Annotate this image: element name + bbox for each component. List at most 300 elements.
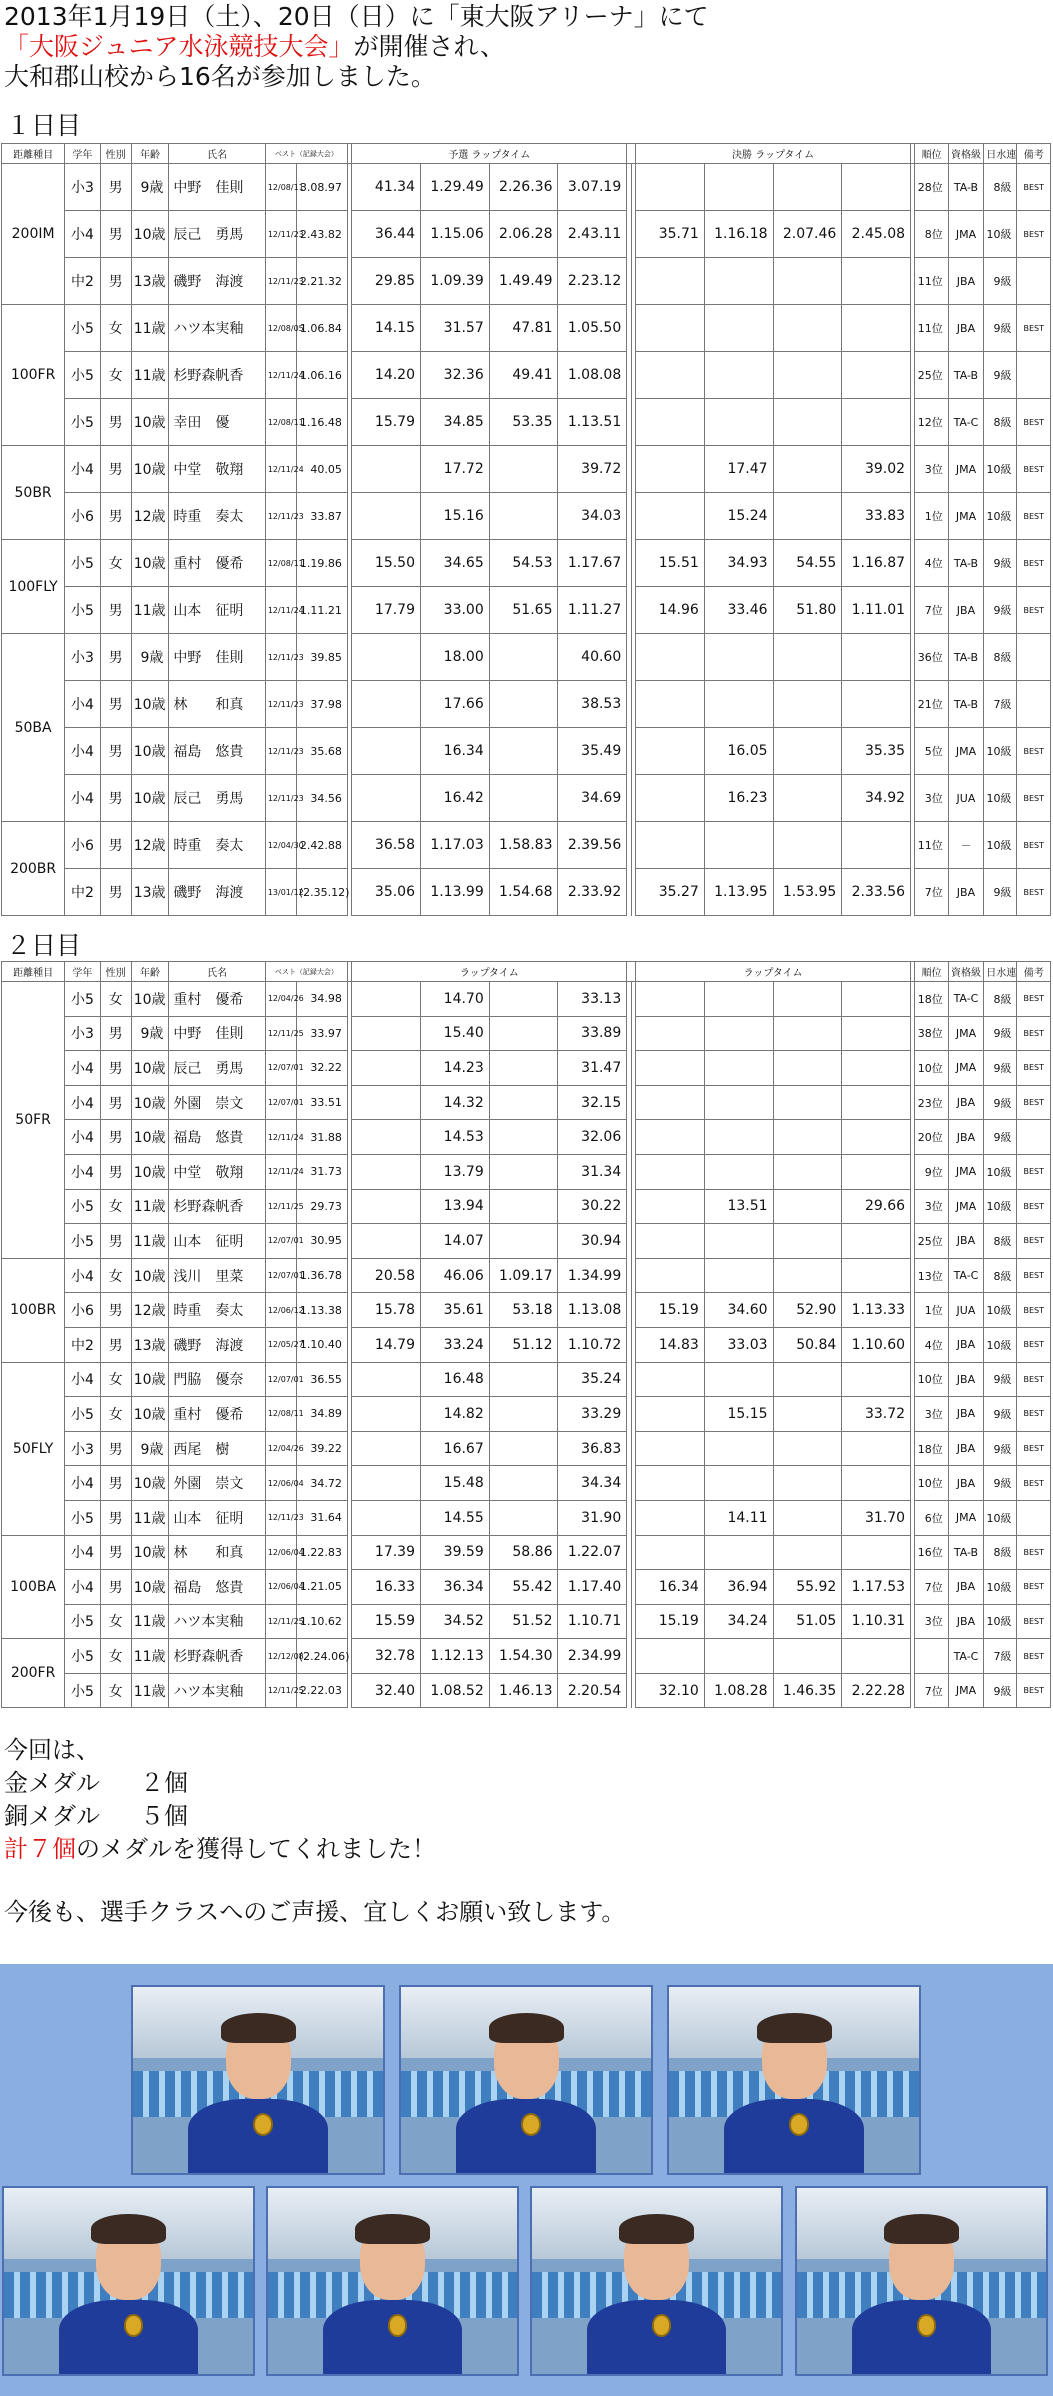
age-cell: 10歳 <box>131 1085 169 1120</box>
note-cell: BEST <box>1017 869 1051 916</box>
header-qual: 資格級 <box>948 144 983 164</box>
sex-cell: 男 <box>100 211 131 258</box>
grade-cell: 中2 <box>65 258 100 305</box>
intro-text <box>4 2 709 92</box>
prelim-lap-1 <box>352 446 421 493</box>
rank-cell: 18位 <box>915 1431 948 1466</box>
medalist-photo-5 <box>266 2186 519 2376</box>
result-row <box>2 1535 1051 1570</box>
final-lap-2 <box>704 1051 773 1086</box>
note-cell: BEST <box>1017 493 1051 540</box>
prelim-lap-4: 1.13.08 <box>558 1293 627 1328</box>
best-date: 12/04/30 <box>265 822 296 869</box>
sex-cell: 女 <box>100 1604 131 1639</box>
result-row <box>2 1570 1051 1605</box>
best-date: 12/06/04 <box>265 1535 296 1570</box>
prelim-lap-4: 40.60 <box>558 634 627 681</box>
grade-cell: 小5 <box>65 352 100 399</box>
note-cell: BEST <box>1017 982 1051 1017</box>
prelim-lap-2: 14.55 <box>421 1500 490 1535</box>
event-name: 200IM <box>2 164 65 305</box>
sex-cell: 女 <box>100 1673 131 1708</box>
prelim-lap-4: 31.90 <box>558 1500 627 1535</box>
prelim-lap-3 <box>489 982 558 1017</box>
prelim-lap-4: 30.22 <box>558 1189 627 1224</box>
age-cell: 9歳 <box>131 634 169 681</box>
note-cell: BEST <box>1017 1051 1051 1086</box>
age-cell: 11歳 <box>131 1604 169 1639</box>
qualification-cell: JBA <box>948 869 983 916</box>
rank-cell: 7位 <box>915 1570 948 1605</box>
final-lap-4 <box>842 1431 911 1466</box>
grade-cell: 小5 <box>65 587 100 634</box>
prelim-lap-4: 1.13.51 <box>558 399 627 446</box>
best-time: 2.42.88 <box>296 822 347 869</box>
note-cell: BEST <box>1017 399 1051 446</box>
final-lap-2: 36.94 <box>704 1570 773 1605</box>
prelim-lap-1 <box>352 1051 421 1086</box>
best-time: 32.22 <box>296 1051 347 1086</box>
rank-cell: 10位 <box>915 1051 948 1086</box>
level-cell: 10級 <box>984 1293 1017 1328</box>
age-cell: 10歳 <box>131 1466 169 1501</box>
medalist-photo-6 <box>530 2186 783 2376</box>
qualification-cell: JBA <box>948 1431 983 1466</box>
best-time: 37.98 <box>296 681 347 728</box>
level-cell: 8級 <box>984 1224 1017 1259</box>
final-lap-2 <box>704 1154 773 1189</box>
best-time: 1.10.62 <box>296 1604 347 1639</box>
total-count: 計７個 <box>4 1835 76 1863</box>
qualification-cell: JBA <box>948 1397 983 1432</box>
qualification-cell: TA-C <box>948 1639 983 1674</box>
header-note: 備考 <box>1017 144 1051 164</box>
prelim-lap-4: 1.08.08 <box>558 352 627 399</box>
result-row <box>2 164 1051 211</box>
sex-cell: 男 <box>100 258 131 305</box>
swimmer-name: 中野 佳則 <box>169 1016 265 1051</box>
sex-cell: 男 <box>100 587 131 634</box>
final-lap-1 <box>636 1397 705 1432</box>
note-cell <box>1017 1500 1051 1535</box>
grade-cell: 小4 <box>65 1466 100 1501</box>
swimmer-name: 山本 征明 <box>169 1224 265 1259</box>
best-date: 12/11/23 <box>265 728 296 775</box>
note-cell: BEST <box>1017 1154 1051 1189</box>
rank-cell: 8位 <box>915 211 948 258</box>
best-date: 12/11/23 <box>265 681 296 728</box>
prelim-lap-4: 32.06 <box>558 1120 627 1155</box>
level-cell: 9級 <box>984 540 1017 587</box>
age-cell: 10歳 <box>131 1362 169 1397</box>
age-cell: 10歳 <box>131 1154 169 1189</box>
rank-cell: 4位 <box>915 1327 948 1362</box>
prelim-lap-3: 2.26.36 <box>489 164 558 211</box>
level-cell: 9級 <box>984 1466 1017 1501</box>
prelim-lap-2: 34.65 <box>421 540 490 587</box>
prelim-lap-3 <box>489 1224 558 1259</box>
swimmer-name: 磯野 海渡 <box>169 869 265 916</box>
header-gap <box>627 144 636 164</box>
prelim-lap-4: 1.05.50 <box>558 305 627 352</box>
level-cell: 7級 <box>984 1639 1017 1674</box>
rank-cell: 7位 <box>915 1673 948 1708</box>
prelim-lap-1 <box>352 1224 421 1259</box>
prelim-lap-2: 13.79 <box>421 1154 490 1189</box>
final-lap-1 <box>636 681 705 728</box>
swimmer-name: 時重 奏太 <box>169 493 265 540</box>
age-cell: 10歳 <box>131 1051 169 1086</box>
final-lap-4 <box>842 634 911 681</box>
sex-cell: 男 <box>100 1466 131 1501</box>
final-lap-4: 34.92 <box>842 775 911 822</box>
qualification-cell: JBA <box>948 305 983 352</box>
prelim-lap-4: 34.69 <box>558 775 627 822</box>
best-time: 1.13.38 <box>296 1293 347 1328</box>
age-cell: 11歳 <box>131 1189 169 1224</box>
meet-name: 「大阪ジュニア水泳競技大会」 <box>4 32 354 61</box>
best-time: 1.16.48 <box>296 399 347 446</box>
header-event: 距離種目 <box>2 144 65 164</box>
final-lap-2 <box>704 1224 773 1259</box>
swimmer-name: ハツ本実釉 <box>169 1604 265 1639</box>
gold-label: 金メダル <box>4 1769 100 1797</box>
header-qual: 資格級 <box>948 962 983 982</box>
result-row <box>2 1604 1051 1639</box>
prelim-lap-1 <box>352 1466 421 1501</box>
prelim-lap-4: 33.13 <box>558 982 627 1017</box>
prelim-lap-3: 49.41 <box>489 352 558 399</box>
sex-cell: 女 <box>100 1397 131 1432</box>
final-lap-4: 1.10.60 <box>842 1327 911 1362</box>
swimmer-name: 磯野 海渡 <box>169 258 265 305</box>
sex-cell: 女 <box>100 352 131 399</box>
grade-cell: 小5 <box>65 982 100 1017</box>
rank-cell: 11位 <box>915 258 948 305</box>
result-row <box>2 1085 1051 1120</box>
age-cell: 10歳 <box>131 728 169 775</box>
level-cell: 7級 <box>984 681 1017 728</box>
level-cell: 8級 <box>984 1535 1017 1570</box>
final-lap-1 <box>636 399 705 446</box>
final-lap-1 <box>636 1154 705 1189</box>
final-lap-3 <box>773 446 842 493</box>
final-lap-2: 13.51 <box>704 1189 773 1224</box>
rank-cell: 6位 <box>915 1500 948 1535</box>
final-lap-2 <box>704 1431 773 1466</box>
result-row <box>2 446 1051 493</box>
age-cell: 11歳 <box>131 587 169 634</box>
best-date: 12/06/04 <box>265 1466 296 1501</box>
prelim-lap-3: 2.06.28 <box>489 211 558 258</box>
final-lap-1 <box>636 728 705 775</box>
medalist-photo-4 <box>2 2186 255 2376</box>
final-lap-2: 34.24 <box>704 1604 773 1639</box>
grade-cell: 小4 <box>65 775 100 822</box>
level-cell: 9級 <box>984 869 1017 916</box>
header-rank: 順位 <box>915 144 948 164</box>
sex-cell: 男 <box>100 822 131 869</box>
bronze-count: ５個 <box>140 1802 188 1830</box>
final-lap-1 <box>636 305 705 352</box>
note-cell: BEST <box>1017 1673 1051 1708</box>
prelim-lap-4: 1.10.71 <box>558 1604 627 1639</box>
qualification-cell: JMA <box>948 1051 983 1086</box>
final-lap-2: 1.08.28 <box>704 1673 773 1708</box>
level-cell: 9級 <box>984 1397 1017 1432</box>
event-name: 100FR <box>2 305 65 446</box>
rank-cell: 11位 <box>915 305 948 352</box>
day2-results-table <box>1 961 1051 1708</box>
event-name: 100BR <box>2 1258 65 1362</box>
final-lap-3 <box>773 982 842 1017</box>
final-lap-1: 35.27 <box>636 869 705 916</box>
prelim-lap-1 <box>352 982 421 1017</box>
prelim-lap-3 <box>489 681 558 728</box>
event-name: 100FLY <box>2 540 65 634</box>
rank-cell: 4位 <box>915 540 948 587</box>
final-lap-3 <box>773 1051 842 1086</box>
sex-cell: 女 <box>100 305 131 352</box>
final-lap-1 <box>636 822 705 869</box>
final-lap-2: 15.24 <box>704 493 773 540</box>
age-cell: 9歳 <box>131 164 169 211</box>
best-time: 1.36.78 <box>296 1258 347 1293</box>
age-cell: 10歳 <box>131 1258 169 1293</box>
final-lap-1 <box>636 1258 705 1293</box>
final-lap-2 <box>704 681 773 728</box>
header-level: 日水連 <box>984 144 1017 164</box>
swimmer-name: 中野 佳則 <box>169 164 265 211</box>
note-cell: BEST <box>1017 1570 1051 1605</box>
final-lap-1: 15.51 <box>636 540 705 587</box>
age-cell: 11歳 <box>131 1639 169 1674</box>
qualification-cell: JMA <box>948 1673 983 1708</box>
best-date: 12/04/26 <box>265 1431 296 1466</box>
rank-cell: 12位 <box>915 399 948 446</box>
grade-cell: 小5 <box>65 1604 100 1639</box>
best-time: 2.22.03 <box>296 1673 347 1708</box>
final-lap-4 <box>842 1085 911 1120</box>
prelim-lap-1 <box>352 1500 421 1535</box>
best-date: 12/07/01 <box>265 1258 296 1293</box>
final-lap-1 <box>636 1120 705 1155</box>
best-date: 12/06/04 <box>265 1570 296 1605</box>
swimmer-name: 杉野森帆香 <box>169 1639 265 1674</box>
grade-cell: 小4 <box>65 1051 100 1086</box>
prelim-lap-1: 41.34 <box>352 164 421 211</box>
best-time: 1.11.21 <box>296 587 347 634</box>
final-lap-3 <box>773 1431 842 1466</box>
prelim-lap-2: 14.32 <box>421 1085 490 1120</box>
final-lap-3: 51.05 <box>773 1604 842 1639</box>
final-lap-3 <box>773 352 842 399</box>
final-lap-4 <box>842 1258 911 1293</box>
prelim-lap-1: 32.40 <box>352 1673 421 1708</box>
age-cell: 11歳 <box>131 1500 169 1535</box>
final-lap-4: 1.16.87 <box>842 540 911 587</box>
sex-cell: 女 <box>100 1362 131 1397</box>
prelim-lap-1 <box>352 728 421 775</box>
final-lap-3 <box>773 1397 842 1432</box>
level-cell: 10級 <box>984 1500 1017 1535</box>
prelim-lap-1: 29.85 <box>352 258 421 305</box>
note-cell: BEST <box>1017 1535 1051 1570</box>
grade-cell: 小5 <box>65 1224 100 1259</box>
grade-cell: 小5 <box>65 1500 100 1535</box>
note-cell: BEST <box>1017 1293 1051 1328</box>
age-cell: 9歳 <box>131 1016 169 1051</box>
best-date: 12/11/23 <box>265 258 296 305</box>
qualification-cell: JBA <box>948 1362 983 1397</box>
header-age: 年齢 <box>131 144 169 164</box>
level-cell: 9級 <box>984 1120 1017 1155</box>
summary-intro: 今回は、 <box>4 1736 100 1764</box>
total-medal-line <box>4 1833 436 1866</box>
header-level: 日水連 <box>984 962 1017 982</box>
prelim-lap-3: 51.52 <box>489 1604 558 1639</box>
level-cell: 9級 <box>984 587 1017 634</box>
age-cell: 10歳 <box>131 982 169 1017</box>
best-date: 12/11/23 <box>265 634 296 681</box>
final-lap-1: 14.83 <box>636 1327 705 1362</box>
sex-cell: 男 <box>100 493 131 540</box>
prelim-lap-2: 1.15.06 <box>421 211 490 258</box>
event-name: 50BA <box>2 634 65 822</box>
final-lap-4 <box>842 1535 911 1570</box>
best-date: 12/08/11 <box>265 540 296 587</box>
prelim-lap-2: 16.67 <box>421 1431 490 1466</box>
final-lap-4: 33.83 <box>842 493 911 540</box>
qualification-cell: JBA <box>948 1570 983 1605</box>
note-cell: BEST <box>1017 164 1051 211</box>
level-cell: 9級 <box>984 305 1017 352</box>
prelim-lap-2: 1.13.99 <box>421 869 490 916</box>
final-lap-1 <box>636 1189 705 1224</box>
grade-cell: 小4 <box>65 1362 100 1397</box>
prelim-lap-4: 2.43.11 <box>558 211 627 258</box>
prelim-lap-4: 36.83 <box>558 1431 627 1466</box>
note-cell: BEST <box>1017 1639 1051 1674</box>
best-date: 12/11/24 <box>265 446 296 493</box>
prelim-lap-2: 17.72 <box>421 446 490 493</box>
final-lap-1: 16.34 <box>636 1570 705 1605</box>
prelim-lap-2: 15.48 <box>421 1466 490 1501</box>
final-lap-4 <box>842 1051 911 1086</box>
final-lap-3 <box>773 1085 842 1120</box>
header-grade: 学年 <box>65 962 100 982</box>
final-lap-4 <box>842 1120 911 1155</box>
grade-cell: 中2 <box>65 1327 100 1362</box>
age-cell: 10歳 <box>131 446 169 493</box>
qualification-cell: TA-C <box>948 982 983 1017</box>
result-row <box>2 399 1051 446</box>
rank-cell: 20位 <box>915 1120 948 1155</box>
final-lap-2: 15.15 <box>704 1397 773 1432</box>
final-lap-4 <box>842 822 911 869</box>
final-lap-3 <box>773 164 842 211</box>
swimmer-name: 重村 優希 <box>169 1397 265 1432</box>
final-lap-1 <box>636 164 705 211</box>
prelim-lap-1: 32.78 <box>352 1639 421 1674</box>
prelim-lap-1: 35.06 <box>352 869 421 916</box>
result-row <box>2 1500 1051 1535</box>
age-cell: 10歳 <box>131 540 169 587</box>
swimmer-name: 浅川 里菜 <box>169 1258 265 1293</box>
final-lap-3 <box>773 1258 842 1293</box>
final-lap-2: 1.13.95 <box>704 869 773 916</box>
note-cell <box>1017 258 1051 305</box>
qualification-cell: TA-B <box>948 1535 983 1570</box>
grade-cell: 小5 <box>65 399 100 446</box>
rank-cell: 11位 <box>915 822 948 869</box>
final-lap-3 <box>773 305 842 352</box>
level-cell: 10級 <box>984 775 1017 822</box>
final-lap-4 <box>842 258 911 305</box>
final-lap-4: 35.35 <box>842 728 911 775</box>
level-cell: 8級 <box>984 1258 1017 1293</box>
note-cell: BEST <box>1017 1258 1051 1293</box>
final-lap-2 <box>704 352 773 399</box>
prelim-lap-2: 17.66 <box>421 681 490 728</box>
swimmer-name: 幸田 優 <box>169 399 265 446</box>
final-lap-1 <box>636 1051 705 1086</box>
final-lap-4: 1.11.01 <box>842 587 911 634</box>
prelim-lap-2: 46.06 <box>421 1258 490 1293</box>
gold-medal-line <box>4 1767 436 1800</box>
swimmer-name: 重村 優希 <box>169 982 265 1017</box>
best-date: 12/05/27 <box>265 1327 296 1362</box>
sex-cell: 男 <box>100 1535 131 1570</box>
sex-cell: 男 <box>100 681 131 728</box>
result-row <box>2 1362 1051 1397</box>
swimmer-name: 辰己 勇馬 <box>169 1051 265 1086</box>
level-cell: 10級 <box>984 1604 1017 1639</box>
prelim-lap-3 <box>489 1051 558 1086</box>
final-lap-3 <box>773 681 842 728</box>
final-lap-3: 52.90 <box>773 1293 842 1328</box>
final-lap-3: 2.07.46 <box>773 211 842 258</box>
grade-cell: 小5 <box>65 1189 100 1224</box>
best-date: 12/07/01 <box>265 1224 296 1259</box>
final-lap-2: 33.03 <box>704 1327 773 1362</box>
swimmer-name: 西尾 樹 <box>169 1431 265 1466</box>
prelim-lap-1: 14.20 <box>352 352 421 399</box>
prelim-lap-2: 39.59 <box>421 1535 490 1570</box>
best-time: 33.97 <box>296 1016 347 1051</box>
result-row <box>2 540 1051 587</box>
age-cell: 10歳 <box>131 681 169 728</box>
level-cell: 10級 <box>984 1327 1017 1362</box>
final-lap-4: 29.66 <box>842 1189 911 1224</box>
final-lap-1: 15.19 <box>636 1293 705 1328</box>
level-cell: 9級 <box>984 1016 1017 1051</box>
sex-cell: 男 <box>100 446 131 493</box>
prelim-lap-2: 35.61 <box>421 1293 490 1328</box>
swimmer-name: ハツ本実釉 <box>169 1673 265 1708</box>
level-cell: 8級 <box>984 399 1017 446</box>
result-row <box>2 1154 1051 1189</box>
note-cell <box>1017 1120 1051 1155</box>
final-lap-3 <box>773 1224 842 1259</box>
note-cell: BEST <box>1017 1189 1051 1224</box>
header-best: ベスト（記録大会） <box>265 144 347 164</box>
medal-summary <box>4 1734 436 1866</box>
rank-cell: 9位 <box>915 1154 948 1189</box>
prelim-lap-3: 53.35 <box>489 399 558 446</box>
sex-cell: 男 <box>100 1500 131 1535</box>
final-lap-2 <box>704 982 773 1017</box>
